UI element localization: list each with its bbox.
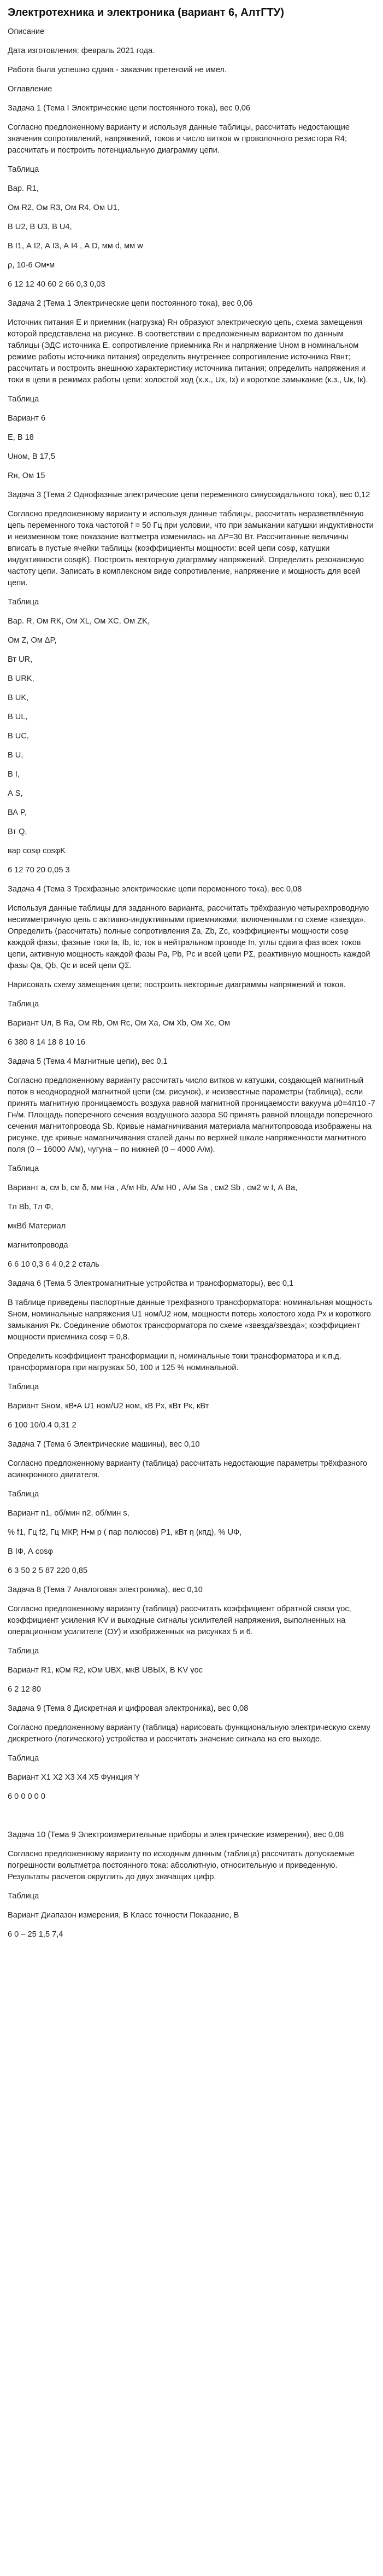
paragraph: В UL, — [8, 713, 28, 721]
paragraph: Таблица — [8, 1754, 39, 1763]
paragraph: мкВб Материал — [8, 1222, 66, 1231]
paragraph: Таблица — [8, 165, 39, 174]
paragraph: 6 2 12 80 — [8, 1685, 41, 1694]
paragraph: Ом R2, Ом R3, Ом R4, Ом U1, — [8, 203, 120, 212]
paragraph: Задача 9 (Тема 8 Дискретная и цифровая электроника), вес 0,08 — [8, 1704, 249, 1713]
paragraph: Вариант Uл, В Ra, Ом Rb, Ом Rc, Ом Xa, Ом Xb, Ом Xc, Ом — [8, 1019, 231, 1028]
paragraph: Согласно предложенному варианту по исходным данным (таблица) рассчитать допускаемые погрешности вольтметра постоянного тока: абсолютную, относительную и приведенную. Результаты расчетов округлить до двух значащих цифр. — [8, 1850, 355, 1881]
paragraph: Используя данные таблицы для заданного варианта, рассчитать трёхфазную четырехпроводную несимметричную цепь с активно-индуктивными приемниками, включенными по схеме «звезда». Определить (рассчитать) полные сопротивления Za, Zb, Zc, коэффициенты мощности cosφ каждой фазы, фазные токи Ia, Ib, Ic, ток в нейтральном проводе In, углы сдвига фаз всех токов цепи, активную мощность каждой фазы Pa, Pb, Pc и всей цепи PΣ, реактивную мощность каждой фазы Qa, Qb, Qc и всей цепи QΣ. — [8, 904, 370, 970]
paragraph: Определить коэффициент трансформации n, номинальные токи трансформатора и к.п.д. трансформатора при нагрузках 50, 100 и 125 % номинальной. — [8, 1352, 341, 1372]
paragraph: Согласно предложенному варианту и используя данные таблицы, рассчитать неразветвлённую цепь переменного тока частотой f = 50 Гц при условии, что при замыкании катушки индуктивности и неизменном токе показание ваттметра изменилась на ΔP=30 Вт. Рассчитанные величины вписать в пустые ячейки таблицы (коэффициенты мощности: всей цепи cosφ, катушки индуктивности cosφK). Построить векторную диаграмму напряжений. Определить резонансную частоту цепи. Записать в комплексном виде сопротивление, напряжение и мощность для всей цепи. — [8, 510, 374, 587]
paragraph: Таблица — [8, 1383, 39, 1391]
paragraph: В URK, — [8, 674, 34, 683]
paragraph: 6 0 0 0 0 0 — [8, 1792, 45, 1801]
paragraph: Вар. R1, — [8, 184, 39, 193]
paragraph: Таблица — [8, 598, 39, 607]
paragraph: Таблица — [8, 395, 39, 404]
paragraph: Источник питания E и приемник (нагрузка) Rн образуют электрическую цепь, схема замещения которой представлена на рисунке. В соответствии с предложенным вариантом по данным таблицы (ЭДС источника E, сопротивление приемника Rн и напряжение Uном в номинальном режиме работы источника питания) определить внутреннее сопротивление источника Rвнт; рассчитать и построить внешнюю характеристику источника питания; определить напряжения и токи в цепи в режимах работы цепи: холостой ход (х.х., Ux, Ix) и короткое замыкание (к.з., Uк, Iк). — [8, 318, 368, 384]
paragraph: Задача 8 (Тема 7 Аналоговая электроника), вес 0,10 — [8, 1586, 203, 1594]
paragraph: Таблица — [8, 1647, 39, 1656]
paragraph: 6 380 8 14 18 8 10 16 — [8, 1038, 86, 1047]
paragraph: Согласно предложенному варианту рассчитать число витков w катушки, создающей магнитный поток в неоднородной магнитной цепи (см. рисунок), и неизвестные параметры (таблица), если принять магнитную проницаемость воздуха равной магнитной проницаемости вакуума μ0=4π10 -7 Гн/м. Площадь поперечного сечения воздушного зазора S0 принять равной площади поперечного сечения магнитопровода Sb. Кривые намагничивания материала магнитопровода изображены на рисунке, где кривые намагничивания сталей даны по верхней шкале напряженности магнитного поля (0 – 16000 А/м), чугуна – по нижней (0 – 4000 А/м). — [8, 1076, 375, 1154]
paragraph: Таблица — [8, 1164, 39, 1173]
paragraph: 6 3 50 2 5 87 220 0,85 — [8, 1566, 88, 1575]
paragraph: А S, — [8, 789, 23, 798]
paragraph: Вариант R1, кОм R2, кОм UВХ, мкВ UВЫХ, В KV γос — [8, 1666, 203, 1675]
paragraph: Описание — [8, 27, 45, 36]
document-body — [8, 26, 375, 1940]
paragraph: В U, — [8, 751, 23, 760]
paragraph: 6 100 10/0.4 0,31 2 — [8, 1421, 76, 1430]
paragraph: 6 0 – 25 1,5 7,4 — [8, 1930, 63, 1939]
paragraph: Согласно предложенному варианту и используя данные таблицы, рассчитать недостающие значения сопротивлений, напряжений, токов и число витков w проволочного резистора R4; рассчитать и построить потенциальную диаграмму цепи. — [8, 123, 350, 155]
paragraph: Согласно предложенному варианту (таблица) нарисовать функциональную электрическую схему дискретного (логического) устройства и рассчитать значение сигнала на его выходе. — [8, 1723, 370, 1744]
paragraph: Вариант n1, об/мин n2, об/мин s, — [8, 1509, 129, 1518]
paragraph: 6 12 12 40 60 2 66 0,3 0,03 — [8, 280, 105, 289]
paragraph: Rн, Ом 15 — [8, 471, 45, 480]
paragraph: Задача 2 (Тема 1 Электрические цепи постоянного тока), вес 0,06 — [8, 299, 253, 308]
page-title: Электротехника и электроника (вариант 6, АлтГТУ) — [8, 7, 284, 19]
paragraph: В I, — [8, 770, 20, 779]
paragraph: В UK, — [8, 693, 29, 702]
paragraph: Задача 5 (Тема 4 Магнитные цепи), вес 0,1 — [8, 1057, 168, 1066]
paragraph: Согласно предложенному варианту (таблица) рассчитать коэффициент обратной связи γос, коэффициент усиления KV и выходные сигналы усилителей напряжения, выполненных на операционном усилителе (ОУ) и изображенных на рисунках 5 и 6. — [8, 1605, 351, 1636]
paragraph: Задача 7 (Тема 6 Электрические машины), вес 0,10 — [8, 1440, 200, 1449]
paragraph: Работа была успешно сдана - заказчик претензий не имел. — [8, 66, 227, 74]
paragraph: Вт Q, — [8, 827, 27, 836]
paragraph: Задача 10 (Тема 9 Электроизмерительные приборы и электрические измерения), вес 0,08 — [8, 1831, 344, 1839]
paragraph: ρ, 10-6 Ом•м — [8, 261, 55, 270]
paragraph: Uном, В 17,5 — [8, 452, 56, 461]
paragraph: В таблице приведены паспортные данные трехфазного трансформатора: номинальная мощность Sном, номинальные напряжения U1 ном/U2 ном, мощности потерь холостого хода Px и короткого замыкания Pк. Соединение обмоток трансформатора по схеме «звезда/звезда»; коэффициент мощности приемника cosφ = 0,8. — [8, 1298, 373, 1342]
paragraph: ВА P, — [8, 808, 27, 817]
paragraph — [8, 1810, 375, 1822]
paragraph: Дата изготовления: февраль 2021 года. — [8, 46, 155, 55]
paragraph: Оглавление — [8, 85, 52, 94]
paragraph: Тл Bb, Тл Φ, — [8, 1203, 54, 1211]
paragraph: 6 12 70 20 0,05 3 — [8, 866, 70, 875]
paragraph: E, В 18 — [8, 433, 34, 442]
paragraph: % f1, Гц f2, Гц MКР, Н•м p ( пар полюсов) P1, кВт η (кпд), % UФ, — [8, 1528, 242, 1537]
paragraph: Вариант a, см b, см δ, мм Ha , А/м Hb, А/м H0 , А/м Sa , см2 Sb , см2 w I, А Ba, — [8, 1184, 298, 1192]
paragraph: 6 6 10 0,3 6 4 0,2 2 сталь — [8, 1260, 99, 1269]
paragraph: В IФ, А cosφ — [8, 1547, 54, 1556]
paragraph: Вариант Sном, кВ•А U1 ном/U2 ном, кВ Px, кВт Pк, кВт — [8, 1402, 209, 1411]
paragraph: Задача 1 (Тема I Электрические цепи постоянного тока), вес 0,06 — [8, 104, 251, 113]
paragraph: Таблица — [8, 1490, 39, 1499]
paragraph: Задача 6 (Тема 5 Электромагнитные устройства и трансформаторы), вес 0,1 — [8, 1279, 294, 1288]
paragraph: Вариант X1 X2 X3 X4 X5 Функция Y — [8, 1773, 140, 1782]
paragraph: магнитопровода — [8, 1241, 68, 1250]
paragraph: Вариант 6 — [8, 414, 46, 423]
paragraph: Согласно предложенному варианту (таблица) рассчитать недостающие параметры трёхфазного асинхронного двигателя. — [8, 1459, 368, 1479]
paragraph: В UC, — [8, 732, 29, 741]
paragraph: Вт UR, — [8, 655, 33, 664]
paragraph: вар cosφ cosφK — [8, 847, 66, 855]
paragraph: Нарисовать схему замещения цепи; построить векторные диаграммы напряжений и токов. — [8, 981, 346, 989]
paragraph: Задача 4 (Тема 3 Трехфазные электрические цепи переменного тока), вес 0,08 — [8, 885, 302, 894]
paragraph: Ом Z, Ом ΔP, — [8, 636, 57, 645]
paragraph: В U2, В U3, В U4, — [8, 223, 72, 231]
paragraph: Таблица — [8, 1892, 39, 1901]
paragraph: Таблица — [8, 1000, 39, 1009]
paragraph: Вариант Диапазон измерения, В Класс точности Показание, В — [8, 1911, 239, 1920]
paragraph: В I1, А I2, А I3, А I4 , А D, мм d, мм w — [8, 242, 143, 250]
paragraph: Задача 3 (Тема 2 Однофазные электрические цепи переменного синусоидального тока), вес 0,12 — [8, 491, 370, 499]
paragraph: Вар. R, Ом RK, Ом XL, Ом XC, Ом ZK, — [8, 617, 150, 626]
